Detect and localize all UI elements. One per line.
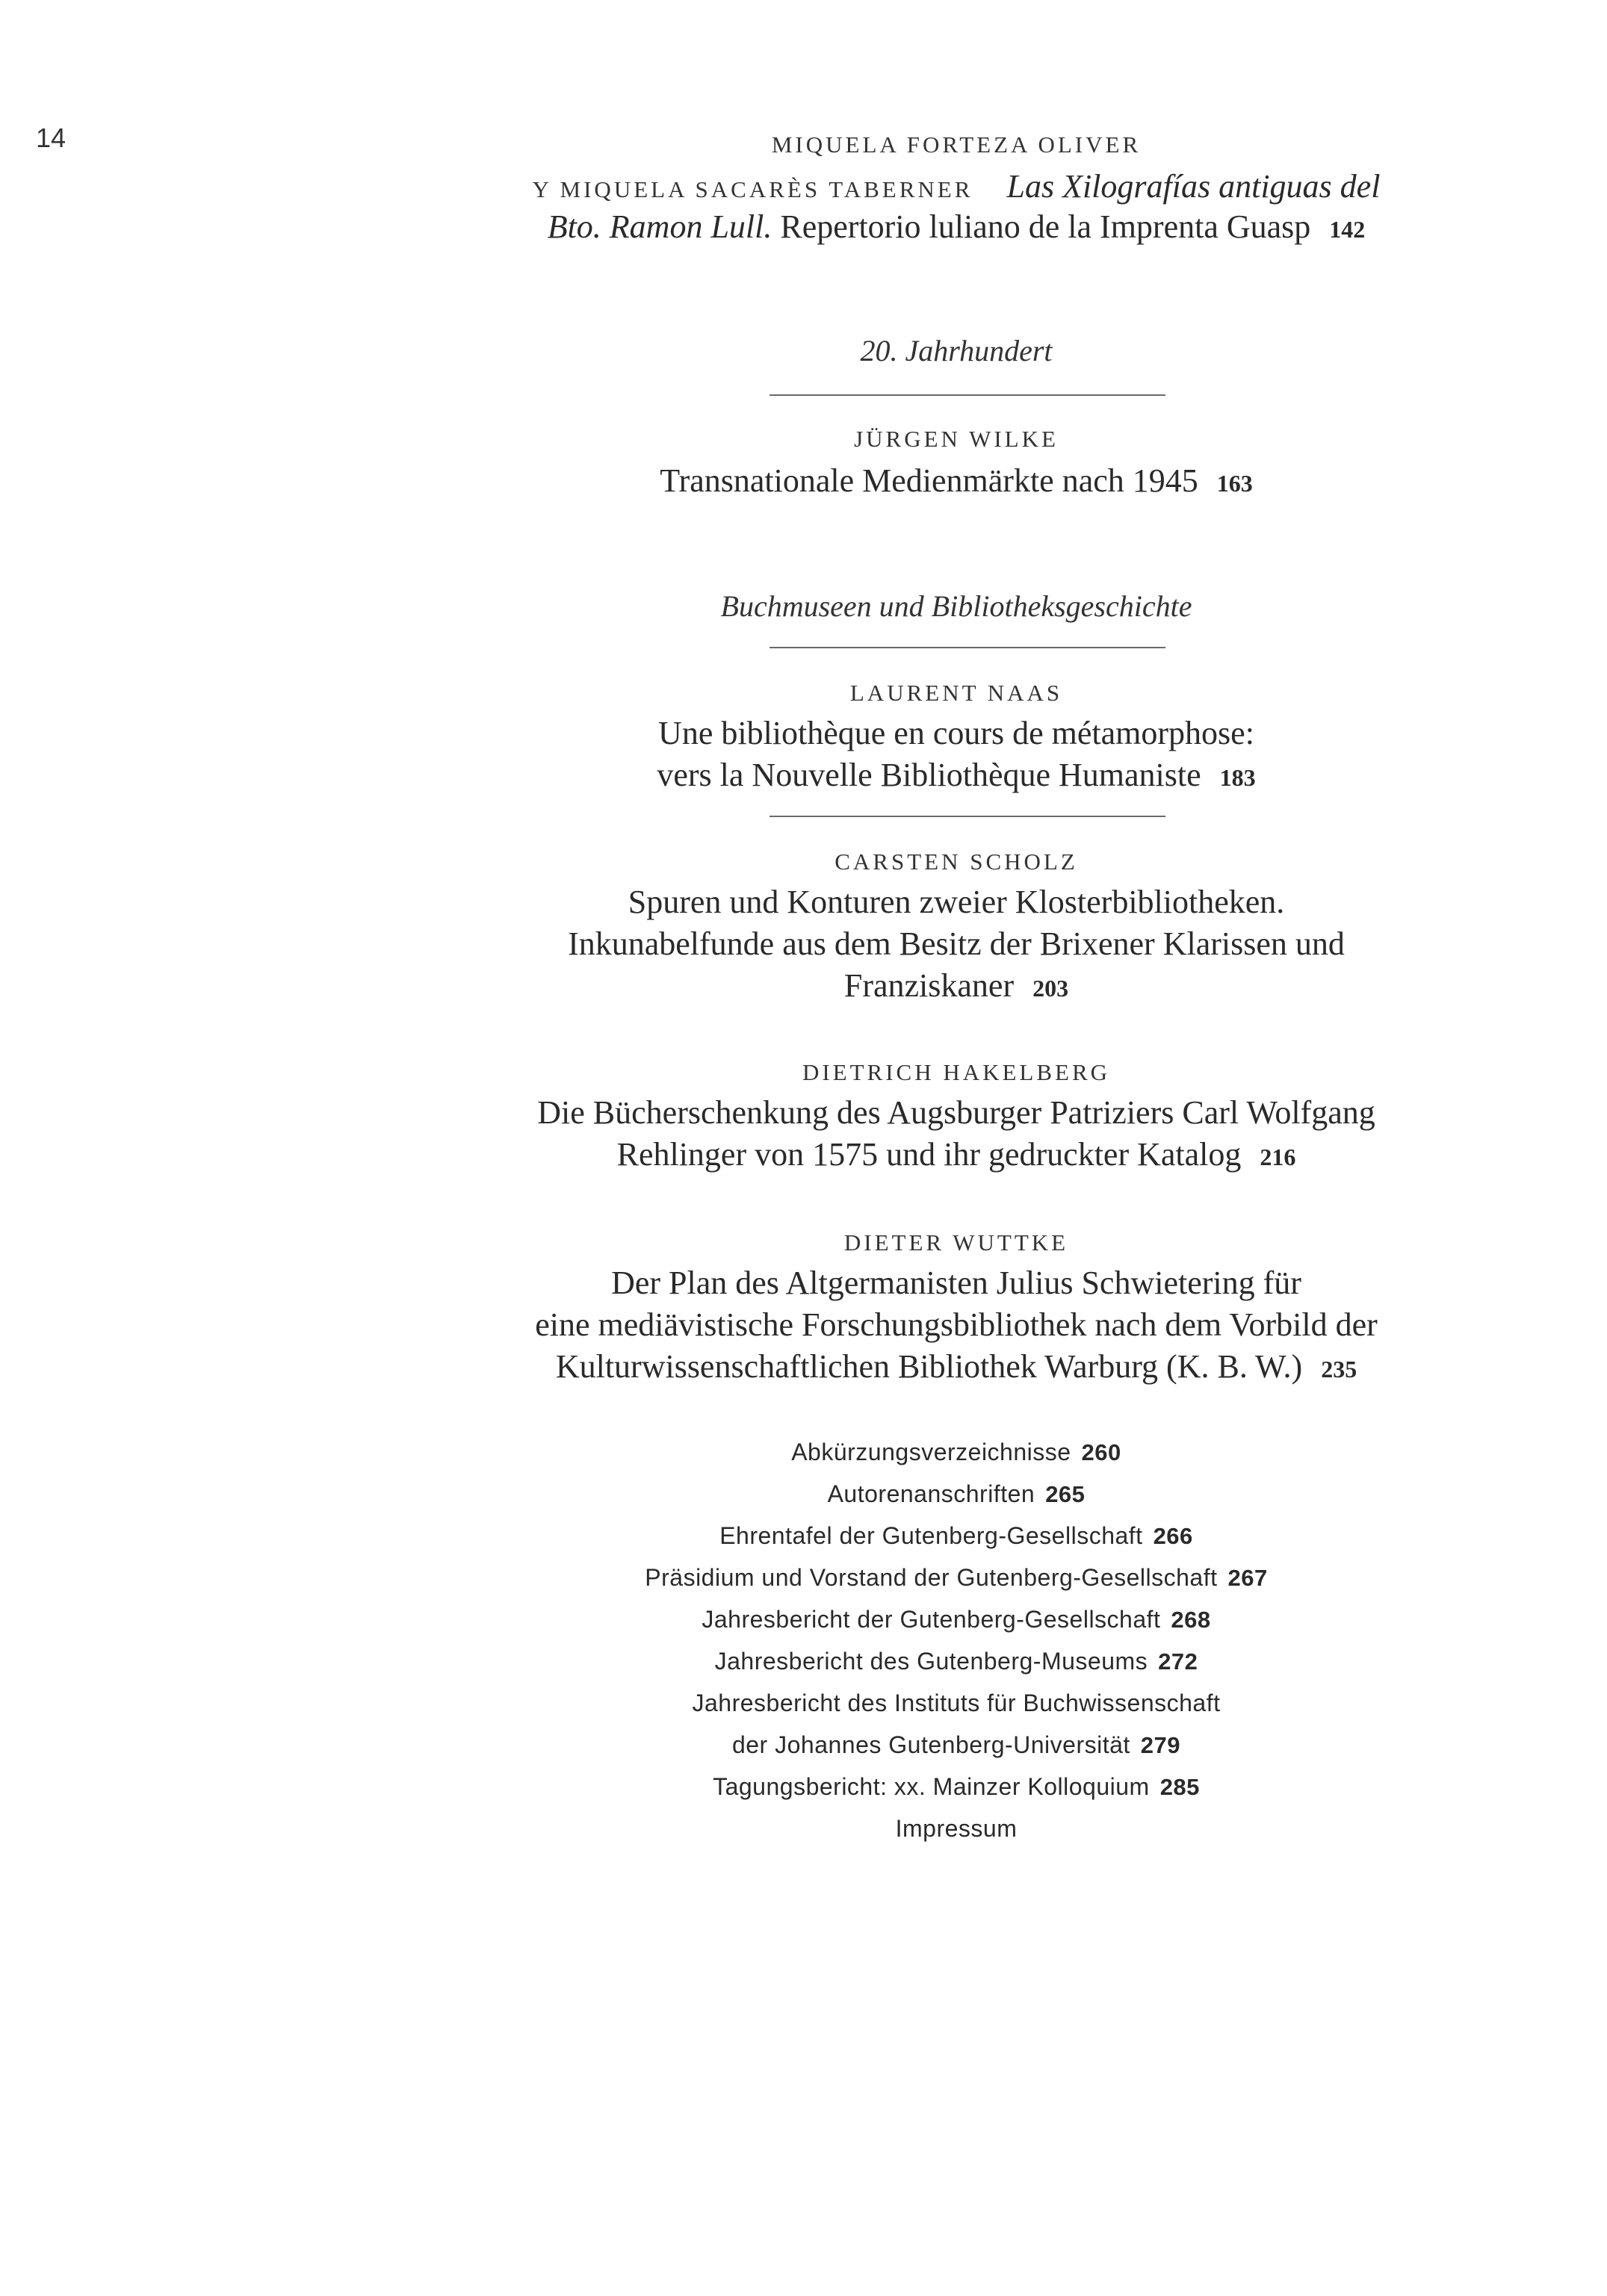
toc-title: eine mediävistische Forschungsbibliothek nach dem Vorbild der <box>535 1306 1378 1343</box>
toc-title: Bto. Ramon Lull. <box>547 208 772 245</box>
appendix-label: Jahresbericht der Gutenberg-Gesellschaft <box>702 1606 1161 1633</box>
appendix-label: Jahresbericht des Instituts für Buchwissenschaft <box>692 1690 1221 1716</box>
appendix-label: Impressum <box>895 1815 1018 1842</box>
appendix-item <box>418 1775 1494 1799</box>
toc-author: MIQUELA FORTEZA OLIVER <box>771 131 1142 158</box>
appendix-label: Autorenanschriften <box>827 1480 1035 1507</box>
toc-page-number: 279 <box>1140 1732 1181 1758</box>
toc-page-number: 216 <box>1260 1144 1296 1170</box>
section-divider <box>770 647 1165 648</box>
appendix-item <box>418 1524 1494 1548</box>
toc-title: vers la Nouvelle Bibliothèque Humaniste <box>657 757 1201 793</box>
appendix-item <box>418 1649 1494 1673</box>
toc-entry-line <box>418 462 1494 499</box>
toc-title: Las Xilografías antiguas del <box>1006 168 1381 205</box>
page-number: 14 <box>36 122 66 153</box>
toc-author: DIETER WUTTKE <box>843 1229 1069 1256</box>
appendix-label: der Johannes Gutenberg-Universität <box>731 1731 1130 1758</box>
toc-author: DIETRICH HAKELBERG <box>802 1059 1111 1085</box>
toc-page-number: 183 <box>1219 764 1256 791</box>
toc-entry-line <box>418 170 1494 203</box>
toc-entry-line <box>418 1350 1494 1383</box>
toc-title: Inkunabelfunde aus dem Besitz der Brixener Klarissen und <box>568 925 1345 962</box>
toc-entry-line <box>418 208 1494 245</box>
toc-title: Franziskaner <box>843 967 1015 1004</box>
appendix-item <box>418 1607 1494 1631</box>
toc-page-number: 142 <box>1329 216 1366 243</box>
appendix-item <box>418 1482 1494 1506</box>
toc-page-number: 266 <box>1153 1523 1193 1549</box>
appendix-label: Abkürzungsverzeichnisse <box>791 1439 1071 1465</box>
toc-page-number: 163 <box>1216 470 1253 497</box>
toc-entry-line <box>418 1138 1494 1171</box>
toc-title: Une bibliothèque en cours de métamorphose: <box>658 715 1254 751</box>
toc-page-number: 235 <box>1321 1356 1357 1383</box>
entry-divider <box>770 816 1165 817</box>
toc-page-number: 203 <box>1032 975 1069 1002</box>
toc-page-number: 272 <box>1158 1648 1198 1675</box>
section-heading: 20. Jahrhundert <box>860 334 1053 367</box>
appendix-label: Präsidium und Vorstand der Gutenberg-Gesellschaft <box>645 1564 1218 1591</box>
appendix-label: Ehrentafel der Gutenberg-Gesellschaft <box>719 1522 1143 1549</box>
appendix-item <box>418 1816 1494 1840</box>
toc-title: Repertorio luliano de la Imprenta Guasp <box>780 208 1311 245</box>
toc-page-number: 267 <box>1227 1565 1268 1591</box>
toc-author: LAURENT NAAS <box>849 680 1063 706</box>
appendix-item <box>418 1691 1494 1715</box>
toc-author: CARSTEN SCHOLZ <box>835 848 1078 875</box>
toc-author: JÜRGEN WILKE <box>854 426 1059 452</box>
section-divider <box>770 394 1165 396</box>
toc-title: Der Plan des Altgermanisten Julius Schwietering für <box>611 1265 1301 1301</box>
toc-title: Spuren und Konturen zweier Klosterbibliotheken. <box>628 884 1285 920</box>
toc-author: Y MIQUELA SACARÈS TABERNER <box>532 176 973 202</box>
toc-entry-line <box>418 759 1494 792</box>
toc-page-number: 285 <box>1159 1774 1200 1800</box>
appendix-item <box>418 1566 1494 1589</box>
toc-title: Transnationale Medienmärkte nach 1945 <box>660 462 1198 499</box>
toc-page-number: 265 <box>1045 1481 1086 1507</box>
toc-title: Kulturwissenschaftlichen Bibliothek Warburg (K. B. W.) <box>555 1348 1303 1385</box>
appendix-label: Jahresbericht des Gutenberg-Museums <box>714 1648 1148 1675</box>
toc-title: Rehlinger von 1575 und ihr gedruckter Katalog <box>616 1136 1242 1173</box>
appendix-label: Tagungsbericht: xx. Mainzer Kolloquium <box>713 1773 1150 1800</box>
toc-entry-line <box>418 969 1494 1002</box>
appendix-item <box>418 1440 1494 1464</box>
toc-page-number: 260 <box>1081 1439 1121 1465</box>
section-heading: Buchmuseen und Bibliotheksgeschichte <box>720 589 1192 623</box>
toc-title: Die Bücherschenkung des Augsburger Patriziers Carl Wolfgang <box>537 1094 1375 1131</box>
appendix-item <box>418 1733 1494 1757</box>
toc-page-number: 268 <box>1171 1607 1211 1633</box>
